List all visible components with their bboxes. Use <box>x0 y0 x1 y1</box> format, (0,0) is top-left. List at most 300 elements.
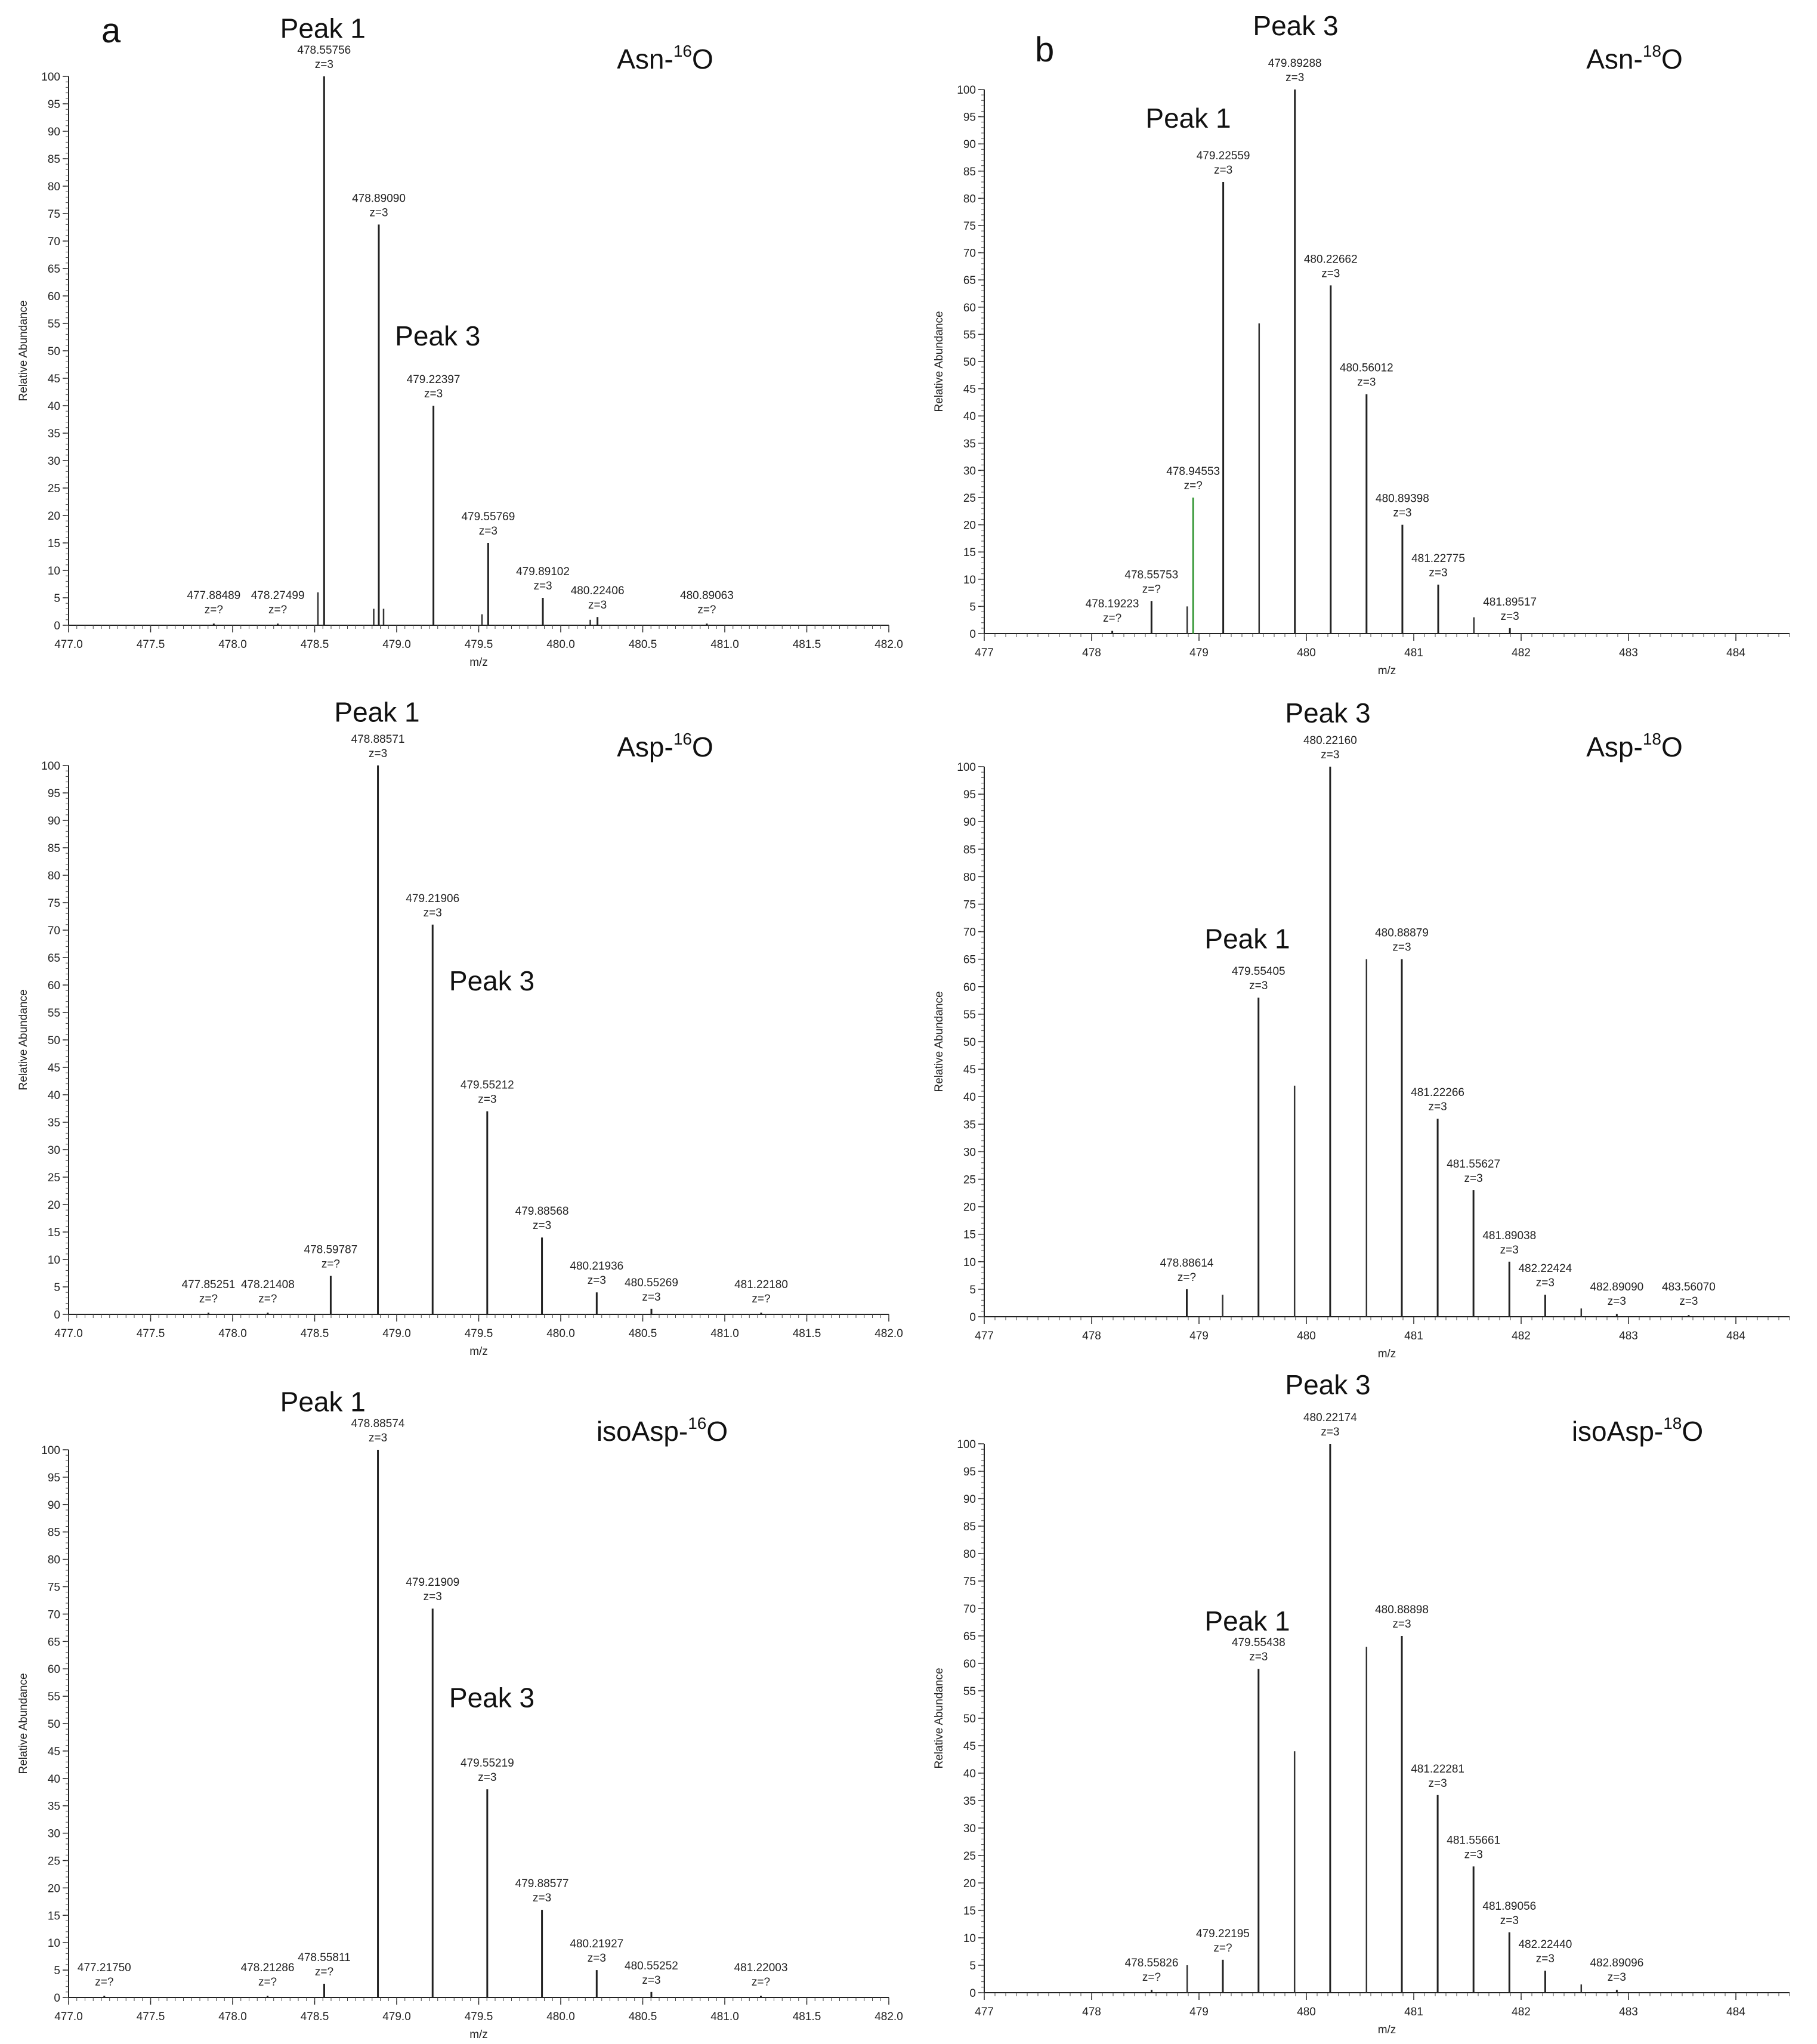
peak-charge-label: z=3 <box>478 1093 497 1106</box>
peak-charge-label: z=? <box>1183 480 1203 492</box>
x-tick-label: 478.0 <box>218 2011 247 2023</box>
chart-6 <box>933 1369 1790 2036</box>
x-tick-label: 484 <box>1726 647 1745 659</box>
y-tick-label: 5 <box>54 592 60 605</box>
chart-title-main: isoAsp- <box>1571 1416 1664 1447</box>
x-tick-label: 477.0 <box>54 638 83 651</box>
y-tick-label: 85 <box>47 153 60 166</box>
y-tick-label: 30 <box>47 455 60 468</box>
y-tick-label: 70 <box>963 247 976 260</box>
peak-charge-label: z=3 <box>1679 1295 1698 1308</box>
y-tick-label: 80 <box>963 871 976 884</box>
peak-charge-label: z=3 <box>1500 610 1519 623</box>
y-tick-label: 70 <box>47 925 60 937</box>
peak-mz-label: 478.88571 <box>351 733 405 746</box>
y-tick-label: 70 <box>47 1608 60 1622</box>
peak-mz-label: 478.21408 <box>240 1279 295 1291</box>
x-tick-label: 481 <box>1404 647 1423 659</box>
y-tick-label: 80 <box>47 181 60 193</box>
y-tick-label: 75 <box>47 897 60 910</box>
y-tick-label: 80 <box>47 1554 60 1567</box>
peak-annotation: Peak 1 <box>1145 102 1231 134</box>
y-tick-label: 10 <box>963 1256 976 1269</box>
chart-title-main: Asn- <box>1586 44 1643 75</box>
peak-charge-label: z=3 <box>423 906 442 919</box>
peak-charge-label: z=? <box>1142 1971 1161 1984</box>
y-axis-label: Relative Abundance <box>17 300 30 402</box>
y-tick-label: 75 <box>963 899 976 912</box>
y-tick-label: 75 <box>47 1581 60 1594</box>
y-tick-label: 45 <box>963 1064 976 1077</box>
y-tick-label: 80 <box>47 870 60 882</box>
y-tick-label: 75 <box>47 208 60 221</box>
x-tick-label: 478 <box>1082 1330 1101 1342</box>
y-tick-label: 80 <box>963 193 976 206</box>
peak-mz-label: 479.21909 <box>406 1576 460 1589</box>
y-tick-label: 90 <box>47 1499 60 1512</box>
x-axis-label: m/z <box>1377 1348 1396 1360</box>
y-tick-label: 50 <box>963 356 976 369</box>
y-tick-label: 85 <box>963 1521 976 1533</box>
peak-mz-label: 479.22397 <box>406 373 461 386</box>
chart-title <box>617 42 713 75</box>
y-tick-label: 5 <box>969 1960 976 1972</box>
peak-mz-label: 480.21927 <box>570 1938 624 1951</box>
peak-mz-label: 479.21906 <box>406 892 460 905</box>
y-tick-label: 10 <box>47 1937 60 1950</box>
peak-annotation: Peak 1 <box>280 13 366 44</box>
y-tick-label: 20 <box>963 519 976 532</box>
peak-mz-label: 480.21936 <box>570 1260 624 1273</box>
y-tick-label: 35 <box>47 428 60 440</box>
y-tick-label: 60 <box>963 1658 976 1671</box>
chart-title-end: O <box>691 731 713 762</box>
y-tick-label: 55 <box>963 329 976 342</box>
peak-charge-label: z=3 <box>1429 566 1448 579</box>
peak-charge-label: z=3 <box>642 1290 661 1304</box>
chart-title-superscript: 18 <box>1663 1414 1682 1432</box>
y-tick-label: 60 <box>963 981 976 994</box>
y-tick-label: 100 <box>957 761 976 774</box>
peak-annotation: Peak 3 <box>1285 1369 1371 1401</box>
x-tick-label: 479 <box>1189 647 1209 659</box>
peak-annotation: Peak 1 <box>280 1386 366 1418</box>
peak-charge-label: z=? <box>95 1976 114 1989</box>
x-tick-label: 484 <box>1726 1330 1745 1342</box>
peak-charge-label: z=3 <box>369 206 388 220</box>
y-tick-label: 65 <box>963 1631 976 1643</box>
y-tick-label: 30 <box>963 1146 976 1159</box>
chart-title-end: O <box>1661 44 1683 75</box>
y-tick-label: 15 <box>47 1227 60 1239</box>
chart-title <box>617 730 713 762</box>
y-tick-label: 5 <box>54 1965 60 1978</box>
peak-mz-label: 482.89090 <box>1590 1281 1644 1293</box>
x-tick-label: 480.5 <box>628 2011 657 2023</box>
peak-mz-label: 480.56012 <box>1339 362 1393 375</box>
peak-mz-label: 478.27499 <box>251 589 305 602</box>
peak-charge-label: z=3 <box>1464 1172 1483 1185</box>
x-axis-label: m/z <box>469 2028 488 2041</box>
y-tick-label: 100 <box>957 84 976 97</box>
y-tick-label: 55 <box>47 1007 60 1020</box>
x-tick-label: 478.5 <box>300 638 329 651</box>
peak-annotation: Peak 1 <box>334 696 420 728</box>
x-tick-label: 482 <box>1512 2006 1531 2018</box>
peak-annotation: Peak 3 <box>449 1682 535 1713</box>
peak-charge-label: z=3 <box>368 1432 388 1444</box>
peak-charge-label: z=3 <box>424 388 443 400</box>
y-tick-label: 25 <box>963 1174 976 1187</box>
peak-mz-label: 480.88879 <box>1375 927 1429 940</box>
peak-charge-label: z=3 <box>1286 72 1305 84</box>
y-tick-label: 0 <box>54 1309 60 1322</box>
y-tick-label: 15 <box>963 1228 976 1242</box>
y-tick-label: 100 <box>957 1438 976 1451</box>
x-tick-label: 482 <box>1512 647 1531 659</box>
y-tick-label: 60 <box>963 301 976 314</box>
peak-mz-label: 478.55811 <box>298 1952 351 1965</box>
peak-mz-label: 479.88568 <box>515 1205 569 1218</box>
peak-charge-label: z=3 <box>1500 1243 1519 1256</box>
y-tick-label: 20 <box>47 510 60 523</box>
y-tick-label: 95 <box>47 788 60 800</box>
y-axis-label: Relative Abundance <box>933 1668 945 1769</box>
x-tick-label: 479.5 <box>464 1327 493 1340</box>
peak-mz-label: 478.89090 <box>352 192 406 205</box>
x-tick-label: 477 <box>975 1330 994 1342</box>
peak-charge-label: z=3 <box>1321 1426 1340 1438</box>
x-tick-label: 481.0 <box>710 638 739 651</box>
y-tick-label: 65 <box>47 1636 60 1649</box>
y-tick-label: 65 <box>963 953 976 967</box>
y-tick-label: 35 <box>963 1119 976 1132</box>
peak-charge-label: z=? <box>268 604 288 616</box>
y-tick-label: 45 <box>47 373 60 385</box>
peak-mz-label: 480.89063 <box>680 589 734 602</box>
x-tick-label: 483 <box>1619 2006 1638 2018</box>
y-tick-label: 95 <box>963 111 976 124</box>
x-tick-label: 481.5 <box>792 638 821 651</box>
y-tick-label: 70 <box>47 236 60 248</box>
x-tick-label: 479 <box>1189 1330 1209 1342</box>
peak-mz-label: 479.55405 <box>1231 965 1286 978</box>
peak-charge-label: z=3 <box>1607 1295 1626 1308</box>
peak-annotation: Peak 1 <box>1204 1605 1290 1637</box>
chart-3 <box>17 696 903 1358</box>
chart-title <box>1586 730 1683 762</box>
peak-charge-label: z=3 <box>423 1591 442 1604</box>
y-tick-label: 70 <box>963 1603 976 1616</box>
peak-mz-label: 479.88577 <box>515 1878 569 1891</box>
peak-annotation: Peak 1 <box>1204 923 1290 955</box>
y-tick-label: 15 <box>47 538 60 550</box>
peak-annotation: Peak 3 <box>1253 10 1339 41</box>
chart-title-superscript: 18 <box>1642 730 1661 748</box>
y-tick-label: 35 <box>963 437 976 450</box>
peak-charge-label: z=3 <box>533 580 552 592</box>
y-tick-label: 20 <box>963 1201 976 1214</box>
chart-2 <box>933 10 1790 677</box>
chart-title-superscript: 18 <box>1642 42 1661 60</box>
chart-title-superscript: 16 <box>673 42 692 60</box>
x-tick-label: 477.5 <box>136 638 165 651</box>
peak-charge-label: z=3 <box>1393 507 1412 520</box>
y-tick-label: 90 <box>963 1493 976 1506</box>
y-tick-label: 50 <box>963 1036 976 1049</box>
y-tick-label: 35 <box>47 1800 60 1813</box>
y-tick-label: 40 <box>47 1089 60 1102</box>
x-tick-label: 478 <box>1082 2006 1101 2018</box>
peak-mz-label: 480.22662 <box>1303 253 1358 266</box>
peak-mz-label: 478.88574 <box>351 1418 405 1430</box>
x-tick-label: 481.0 <box>710 2011 739 2023</box>
y-tick-label: 60 <box>47 1663 60 1676</box>
peak-mz-label: 479.55212 <box>460 1079 514 1092</box>
y-tick-label: 65 <box>963 274 976 288</box>
y-tick-label: 85 <box>47 842 60 855</box>
y-tick-label: 10 <box>963 1932 976 1945</box>
peak-charge-label: z=? <box>1177 1271 1197 1284</box>
peak-mz-label: 478.59787 <box>304 1243 358 1256</box>
peak-mz-label: 480.22406 <box>570 585 625 598</box>
x-tick-label: 482.0 <box>874 2011 903 2023</box>
peak-mz-label: 482.89096 <box>1590 1957 1644 1969</box>
y-tick-label: 50 <box>47 345 60 358</box>
peak-charge-label: z=3 <box>1392 941 1411 954</box>
peak-charge-label: z=3 <box>533 1892 552 1905</box>
peak-charge-label: z=3 <box>478 1771 497 1784</box>
y-tick-label: 25 <box>963 1850 976 1863</box>
y-tick-label: 55 <box>47 318 60 331</box>
peak-charge-label: z=3 <box>1392 1618 1411 1631</box>
y-tick-label: 60 <box>47 291 60 303</box>
y-tick-label: 20 <box>963 1878 976 1890</box>
y-tick-label: 65 <box>47 263 60 276</box>
peak-mz-label: 481.89517 <box>1483 595 1537 609</box>
peak-mz-label: 481.89056 <box>1482 1900 1537 1913</box>
x-tick-label: 479.0 <box>382 2011 411 2023</box>
peak-mz-label: 478.94553 <box>1166 465 1220 478</box>
y-tick-label: 55 <box>963 1008 976 1021</box>
y-tick-label: 65 <box>47 952 60 965</box>
y-tick-label: 90 <box>963 816 976 829</box>
y-tick-label: 40 <box>47 1773 60 1786</box>
y-tick-label: 25 <box>963 492 976 505</box>
y-tick-label: 50 <box>47 1035 60 1047</box>
peak-charge-label: z=3 <box>532 1219 552 1233</box>
x-tick-label: 480.5 <box>628 1327 657 1340</box>
peak-mz-label: 477.88489 <box>187 589 241 602</box>
peak-charge-label: z=? <box>204 604 223 616</box>
x-tick-label: 477.0 <box>54 1327 83 1340</box>
y-tick-label: 5 <box>54 1282 60 1294</box>
x-axis-label: m/z <box>1377 665 1396 677</box>
peak-mz-label: 481.22003 <box>734 1962 788 1974</box>
peak-mz-label: 478.19223 <box>1085 598 1139 610</box>
peak-charge-label: z=3 <box>1607 1971 1626 1984</box>
y-tick-label: 30 <box>47 1144 60 1157</box>
y-tick-label: 45 <box>963 1740 976 1753</box>
y-tick-label: 95 <box>47 1471 60 1484</box>
chart-title-main: Asp- <box>617 731 673 762</box>
y-tick-label: 45 <box>47 1062 60 1075</box>
peak-mz-label: 481.22180 <box>734 1279 788 1291</box>
chart-title-main: Asn- <box>617 44 673 75</box>
y-tick-label: 20 <box>47 1199 60 1212</box>
chart-title-end: O <box>706 1416 728 1447</box>
peak-charge-label: z=3 <box>1535 1953 1555 1966</box>
y-tick-label: 45 <box>47 1745 60 1758</box>
peak-mz-label: 479.89102 <box>516 566 570 578</box>
x-tick-label: 478.0 <box>218 638 247 651</box>
y-tick-label: 0 <box>969 1987 976 2000</box>
y-axis-label: Relative Abundance <box>17 1673 30 1774</box>
peak-charge-label: z=3 <box>1321 749 1340 761</box>
peak-mz-label: 478.55826 <box>1124 1957 1179 1969</box>
y-tick-label: 5 <box>969 1283 976 1296</box>
peak-annotation: Peak 3 <box>449 965 535 997</box>
peak-mz-label: 479.89288 <box>1268 57 1322 70</box>
peak-charge-label: z=3 <box>642 1974 661 1987</box>
y-tick-label: 100 <box>41 71 60 84</box>
x-tick-label: 483 <box>1619 647 1638 659</box>
peak-mz-label: 481.22281 <box>1411 1762 1465 1776</box>
y-tick-label: 85 <box>47 1526 60 1539</box>
peak-charge-label: z=3 <box>1428 1777 1447 1790</box>
x-axis-label: m/z <box>469 656 488 669</box>
x-tick-label: 480.0 <box>546 638 575 651</box>
chart-title-end: O <box>691 44 713 75</box>
x-tick-label: 482 <box>1512 1330 1531 1342</box>
y-tick-label: 90 <box>47 815 60 828</box>
y-tick-label: 35 <box>963 1795 976 1808</box>
peak-mz-label: 477.85251 <box>181 1279 236 1291</box>
peak-mz-label: 480.22160 <box>1303 734 1357 747</box>
peak-charge-label: z=3 <box>1535 1277 1555 1290</box>
peak-mz-label: 481.55661 <box>1447 1834 1501 1847</box>
x-tick-label: 480.5 <box>628 638 657 651</box>
peak-mz-label: 480.89398 <box>1376 492 1429 505</box>
chart-title <box>1572 1414 1703 1447</box>
peak-charge-label: z=3 <box>1321 267 1340 280</box>
x-tick-label: 482.0 <box>874 1327 903 1340</box>
x-tick-label: 480 <box>1297 2006 1316 2018</box>
peak-mz-label: 479.22195 <box>1196 1927 1250 1940</box>
y-tick-label: 90 <box>963 138 976 152</box>
peak-mz-label: 479.22559 <box>1196 150 1250 163</box>
peak-charge-label: z=3 <box>1214 164 1233 177</box>
peak-charge-label: z=3 <box>587 1952 606 1965</box>
y-tick-label: 85 <box>963 844 976 857</box>
chart-5 <box>17 1387 903 2041</box>
peak-charge-label: z=? <box>752 1293 771 1305</box>
y-tick-label: 100 <box>41 760 60 773</box>
y-tick-label: 55 <box>47 1691 60 1704</box>
y-tick-label: 95 <box>47 98 60 111</box>
y-tick-label: 85 <box>963 165 976 178</box>
x-tick-label: 477.0 <box>54 2011 83 2023</box>
x-tick-label: 480 <box>1297 647 1316 659</box>
peak-charge-label: z=? <box>1103 612 1122 625</box>
peak-charge-label: z=3 <box>588 599 607 612</box>
y-tick-label: 55 <box>963 1685 976 1698</box>
y-tick-label: 25 <box>47 1855 60 1868</box>
peak-mz-label: 481.55627 <box>1447 1157 1501 1171</box>
peak-annotation: Peak 3 <box>1285 697 1371 729</box>
peak-mz-label: 478.88614 <box>1160 1256 1214 1270</box>
peak-charge-label: z=3 <box>1500 1914 1519 1927</box>
y-tick-label: 20 <box>47 1882 60 1895</box>
peak-mz-label: 478.55753 <box>1124 569 1179 582</box>
y-tick-label: 40 <box>963 410 976 424</box>
y-tick-label: 10 <box>47 1254 60 1267</box>
x-tick-label: 484 <box>1726 2006 1745 2018</box>
x-tick-label: 478 <box>1082 647 1101 659</box>
x-tick-label: 478.5 <box>300 1327 329 1340</box>
y-tick-label: 10 <box>963 573 976 586</box>
x-tick-label: 481.5 <box>792 1327 821 1340</box>
peak-mz-label: 481.22266 <box>1411 1086 1464 1100</box>
y-tick-label: 30 <box>963 465 976 478</box>
peak-mz-label: 481.89038 <box>1482 1229 1537 1242</box>
y-tick-label: 90 <box>47 126 60 138</box>
y-axis-label: Relative Abundance <box>933 311 945 412</box>
peak-charge-label: z=3 <box>1357 376 1376 389</box>
y-tick-label: 5 <box>969 601 976 614</box>
peak-charge-label: z=? <box>314 1966 334 1979</box>
peak-charge-label: z=3 <box>1249 980 1268 993</box>
peak-charge-label: z=3 <box>587 1274 606 1287</box>
chart-4 <box>933 697 1790 1360</box>
x-tick-label: 479 <box>1189 2006 1209 2018</box>
y-tick-label: 30 <box>963 1823 976 1835</box>
peak-mz-label: 481.22775 <box>1411 552 1465 565</box>
x-tick-label: 479.5 <box>464 2011 493 2023</box>
x-tick-label: 478.5 <box>300 2011 329 2023</box>
x-tick-label: 482.0 <box>874 638 903 651</box>
y-tick-label: 0 <box>54 620 60 632</box>
chart-title-end: O <box>1682 1416 1704 1447</box>
peak-charge-label: z=3 <box>314 58 333 71</box>
peak-charge-label: z=? <box>258 1976 277 1989</box>
y-tick-label: 40 <box>963 1768 976 1780</box>
peak-mz-label: 478.55756 <box>297 44 351 57</box>
y-axis-label: Relative Abundance <box>933 991 945 1092</box>
x-tick-label: 479.0 <box>382 1327 411 1340</box>
y-tick-label: 75 <box>963 1576 976 1588</box>
peak-charge-label: z=3 <box>1249 1651 1268 1664</box>
x-tick-label: 478.0 <box>218 1327 247 1340</box>
peak-mz-label: 479.55438 <box>1231 1637 1286 1650</box>
x-tick-label: 481 <box>1404 1330 1423 1342</box>
chart-title <box>1586 42 1683 75</box>
y-tick-label: 95 <box>963 1466 976 1478</box>
y-tick-label: 80 <box>963 1548 976 1561</box>
x-axis-label: m/z <box>469 1345 488 1358</box>
x-axis-label: m/z <box>1377 2024 1396 2036</box>
peak-charge-label: z=? <box>751 1976 771 1989</box>
chart-title-end: O <box>1661 731 1683 762</box>
y-tick-label: 0 <box>969 1311 976 1324</box>
x-tick-label: 481.5 <box>792 2011 821 2023</box>
x-tick-label: 481 <box>1404 2006 1423 2018</box>
peak-charge-label: z=3 <box>368 748 388 760</box>
peak-charge-label: z=? <box>1142 583 1161 596</box>
peak-mz-label: 479.55219 <box>460 1757 514 1770</box>
y-tick-label: 0 <box>969 628 976 641</box>
chart-1 <box>17 13 903 669</box>
